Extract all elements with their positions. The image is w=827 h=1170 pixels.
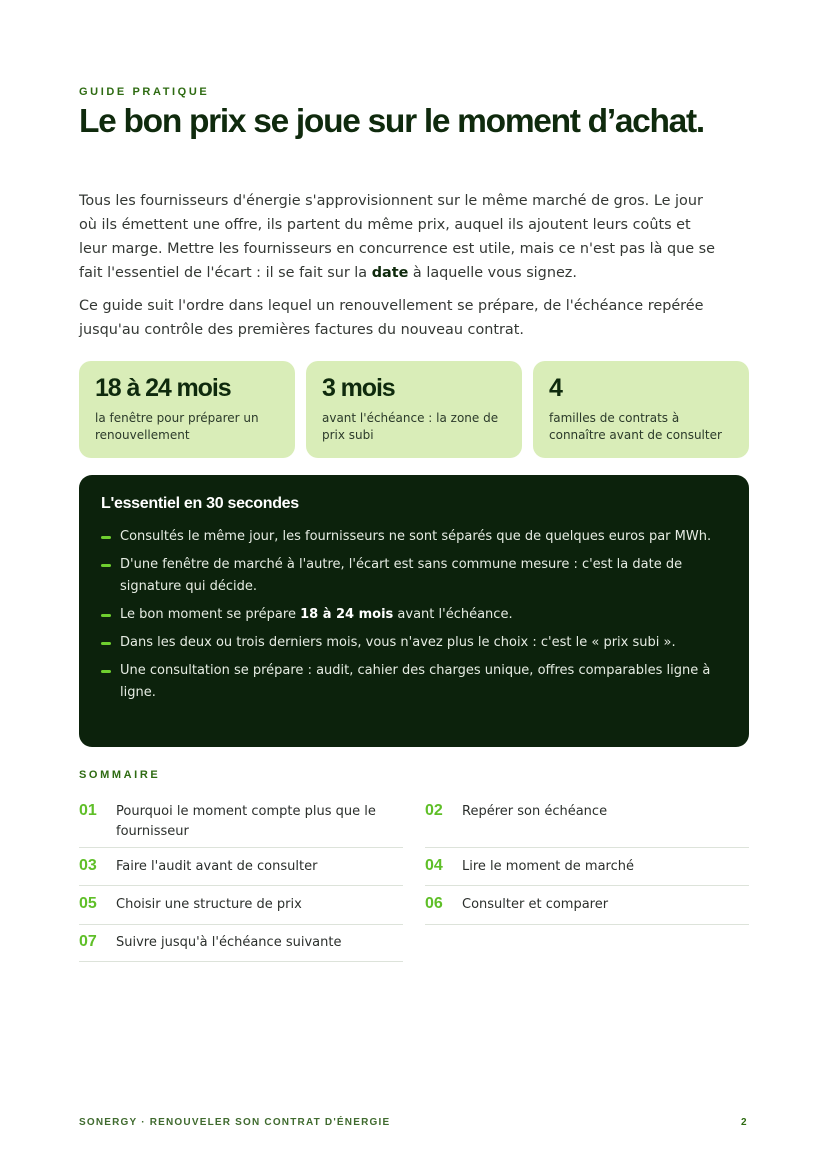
essentials-item: D'une fenêtre de marché à l'autre, l'écart est sans commune mesure : c'est la date de signature qui décide. — [101, 554, 731, 598]
stat-caption: familles de contrats à connaître avant de consulter — [549, 411, 722, 442]
toc-label: Suivre jusqu'à l'échéance suivante — [116, 935, 342, 950]
stat-card — [306, 361, 522, 458]
toc-heading: SOMMAIRE — [79, 769, 161, 781]
toc-label: Choisir une structure de prix — [116, 897, 302, 912]
toc-item-03[interactable] — [79, 850, 403, 886]
dash-bullet-icon — [101, 536, 111, 539]
emphasis-date: date — [371, 265, 409, 281]
toc-number: 01 — [79, 802, 97, 819]
essentials-item: Dans les deux ou trois derniers mois, vous n'avez plus le choix : c'est le « prix subi ». — [101, 632, 731, 654]
emphasis-timeframe: 18 à 24 mois — [300, 607, 394, 622]
stat-value: 3 mois — [322, 374, 395, 402]
stat-card — [533, 361, 749, 458]
toc-number: 03 — [79, 857, 97, 874]
eyebrow-label: GUIDE PRATIQUE — [79, 86, 210, 98]
toc-label: Consulter et comparer — [462, 897, 609, 912]
essentials-panel — [79, 475, 749, 747]
dash-bullet-icon — [101, 564, 111, 567]
toc-number: 07 — [79, 933, 97, 950]
toc-label: Lire le moment de marché — [462, 859, 634, 874]
essentials-item: Consultés le même jour, les fournisseurs ne sont séparés que de quelques euros par MWh. — [101, 526, 731, 548]
toc-number: 04 — [425, 857, 443, 874]
toc-item-06[interactable] — [425, 888, 749, 925]
essentials-item: Le bon moment se prépare 18 à 24 mois avant l'échéance. — [101, 604, 731, 626]
toc-number: 05 — [79, 895, 97, 912]
essentials-item: Une consultation se prépare : audit, cahier des charges unique, offres comparables ligne à ligne. — [101, 660, 731, 704]
toc-number: 02 — [425, 802, 443, 819]
stat-caption: avant l'échéance : la zone de prix subi — [322, 411, 499, 442]
essentials-title: L'essentiel en 30 secondes — [101, 495, 299, 512]
stat-value: 4 — [549, 374, 562, 402]
intro-paragraph-2: Ce guide suit l'ordre dans lequel un renouvellement se prépare, de l'échéance repérée jusqu'au contrôle des premières factures du nouveau contrat. — [79, 298, 704, 338]
toc-item-05[interactable] — [79, 888, 403, 925]
toc-item-04[interactable] — [425, 850, 749, 886]
stat-card — [79, 361, 295, 458]
toc-item-07[interactable] — [79, 926, 403, 962]
toc-label: Pourquoi le moment compte plus que le fournisseur — [116, 804, 376, 839]
toc-item-01[interactable] — [79, 795, 403, 848]
toc-number: 06 — [425, 895, 443, 912]
stat-value: 18 à 24 mois — [95, 374, 231, 402]
toc-label: Faire l'audit avant de consulter — [116, 859, 318, 874]
stat-cards — [79, 361, 749, 458]
page-number: 2 — [741, 1117, 747, 1128]
dash-bullet-icon — [101, 642, 111, 645]
footer-title: SONERGY · RENOUVELER SON CONTRAT D'ÉNERGIE — [79, 1117, 391, 1128]
page-title: Le bon prix se joue sur le moment d’achat. — [79, 103, 704, 140]
stat-caption: la fenêtre pour préparer un renouvellement — [95, 411, 259, 442]
essentials-list — [101, 526, 731, 710]
dash-bullet-icon — [101, 614, 111, 617]
intro-paragraph-1: Tous les fournisseurs d'énergie s'approvisionnent sur le même marché de gros. Le jour où ils émettent une offre, ils partent du même prix, auquel ils ajoutent leurs coûts et leur marge. Mettre les fournisseurs en concurrence est utile, mais ce n'est pas là que se fait l'essentiel de l'écart : il se fait sur la date à laquelle vous signez. — [79, 193, 716, 281]
toc-label: Repérer son échéance — [462, 804, 608, 819]
toc-item-02[interactable] — [425, 795, 749, 848]
dash-bullet-icon — [101, 670, 111, 673]
